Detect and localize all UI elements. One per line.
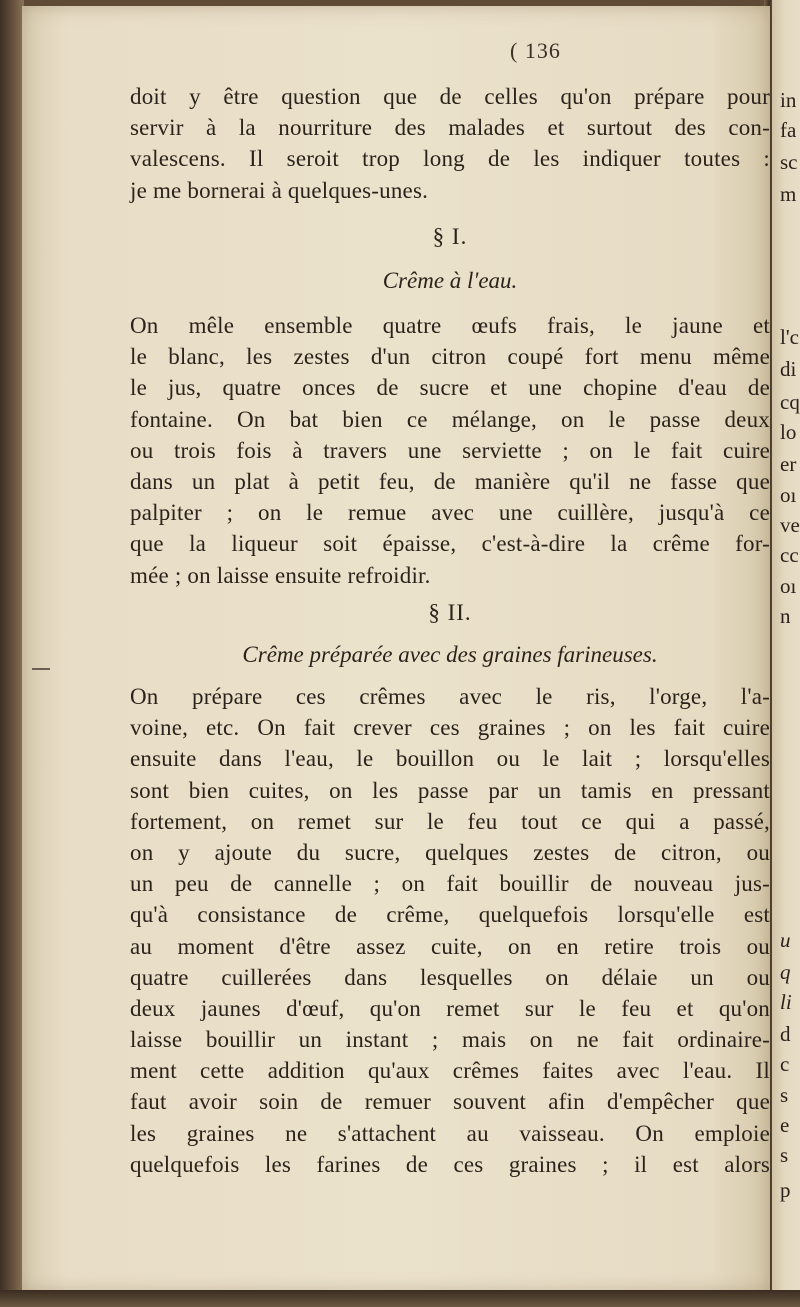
section-number: § II. [428, 600, 472, 625]
facing-page-fragment: er [780, 452, 797, 476]
facing-page-fragment: p [780, 1178, 791, 1202]
facing-page-fragment: n [780, 604, 791, 628]
text-line: mée ; on laisse ensuite refroidir. [130, 562, 431, 588]
text-line: ment cette addition qu'aux crêmes faites avec l'eau. Il [130, 1058, 770, 1084]
section-number: § I. [432, 224, 468, 249]
facing-page-fragment: s [780, 1083, 789, 1107]
facing-page-fragment: li [780, 990, 792, 1014]
text-line: ensuite dans l'eau, le bouillon ou le lait ; lorsqu'elles [130, 746, 770, 772]
text-line: On prépare ces crêmes avec le ris, l'orge, l'a- [130, 684, 770, 709]
text-line: ou trois fois à travers une serviette ; on le fait cuire [130, 437, 770, 463]
page-number: ( 136 [510, 38, 561, 63]
facing-page-fragment: fa [780, 118, 797, 142]
facing-page-fragment: l'c [780, 325, 799, 349]
text-line: sont bien cuites, on les passe par un tamis en pressant [130, 777, 770, 803]
text-line: je me bornerai à quelques-unes. [130, 177, 429, 203]
facing-page-fragment: lo [780, 420, 797, 444]
text-line: quelquefois les farines de ces graines ; il est alors [130, 1151, 770, 1177]
text-line: voine, etc. On fait crever ces graines ; on les fait cuire [130, 715, 770, 741]
facing-page-edge [772, 0, 800, 1300]
text-line: le jus, quatre onces de sucre et une chopine d'eau de [130, 375, 770, 401]
text-line: au moment d'être assez cuite, on en retire trois ou [130, 933, 770, 959]
facing-page-fragment: sc [780, 150, 798, 174]
facing-page-fragment: ve [780, 513, 800, 537]
facing-page-fragment: cq [780, 390, 800, 414]
text-line: un peu de cannelle ; on fait bouillir de nouveau jus- [130, 871, 770, 897]
facing-page-fragment: d [780, 1022, 791, 1046]
book-binding [0, 0, 24, 1307]
text-line: le blanc, les zestes d'un citron coupé fort menu même [130, 344, 770, 370]
intro-paragraph [130, 81, 770, 206]
facing-page-fragment: e [780, 1113, 790, 1137]
text-line: quatre cuillerées dans lesquelles on délaie un ou [130, 964, 770, 990]
text-line: fontaine. On bat bien ce mélange, on le passe deux [130, 406, 770, 432]
facing-page-fragment: oı [780, 483, 797, 507]
facing-page-rule [32, 668, 50, 670]
text-line: valescens. Il seroit trop long de les indiquer toutes : [130, 146, 770, 172]
page-bottom-edge [0, 1290, 800, 1307]
facing-page-fragment: c [780, 1052, 790, 1076]
facing-page-fragment: u [780, 928, 791, 952]
facing-page-fragment: in [780, 88, 797, 112]
section-title: Crême préparée avec des graines farineuses. [242, 642, 658, 667]
text-line: deux jaunes d'œuf, qu'on remet sur le feu et qu'on [130, 995, 770, 1021]
text-line: fortement, on remet sur le feu tout ce qui a passé, [130, 808, 770, 834]
facing-page-fragment: q [780, 960, 791, 984]
facing-page-fragment: cc [780, 543, 799, 567]
facing-page-fragment: oı [780, 574, 797, 598]
text-line: On mêle ensemble quatre œufs frais, le jaune et [130, 313, 770, 338]
text-line: les graines ne s'attachent au vaisseau. On emploie [130, 1120, 770, 1146]
section-title: Crême à l'eau. [382, 268, 518, 293]
text-line: laisse bouillir un instant ; mais on ne fait ordinaire- [130, 1027, 770, 1053]
text-line: qu'à consistance de crême, quelquefois lorsqu'elle est [130, 902, 770, 928]
facing-page-fragment: s [780, 1143, 789, 1167]
text-line: servir à la nourriture des malades et surtout des con- [130, 115, 770, 141]
text-line: que la liqueur soit épaisse, c'est-à-dire la crême for- [130, 531, 770, 557]
facing-page-fragment: di [780, 357, 797, 381]
text-line: on y ajoute du sucre, quelques zestes de citron, ou [130, 839, 770, 865]
text-line: dans un plat à petit feu, de manière qu'il ne fasse que [130, 468, 770, 494]
text-line: faut avoir soin de remuer souvent afin d'empêcher que [130, 1089, 770, 1115]
section2-paragraph [130, 681, 770, 1180]
facing-page-fragment: m [780, 182, 797, 206]
text-line: doit y être question que de celles qu'on prépare pour [130, 84, 770, 109]
book-page [22, 6, 770, 1292]
text-line: palpiter ; on le remue avec une cuillère, jusqu'à ce [130, 500, 770, 526]
section1-paragraph [130, 310, 770, 591]
